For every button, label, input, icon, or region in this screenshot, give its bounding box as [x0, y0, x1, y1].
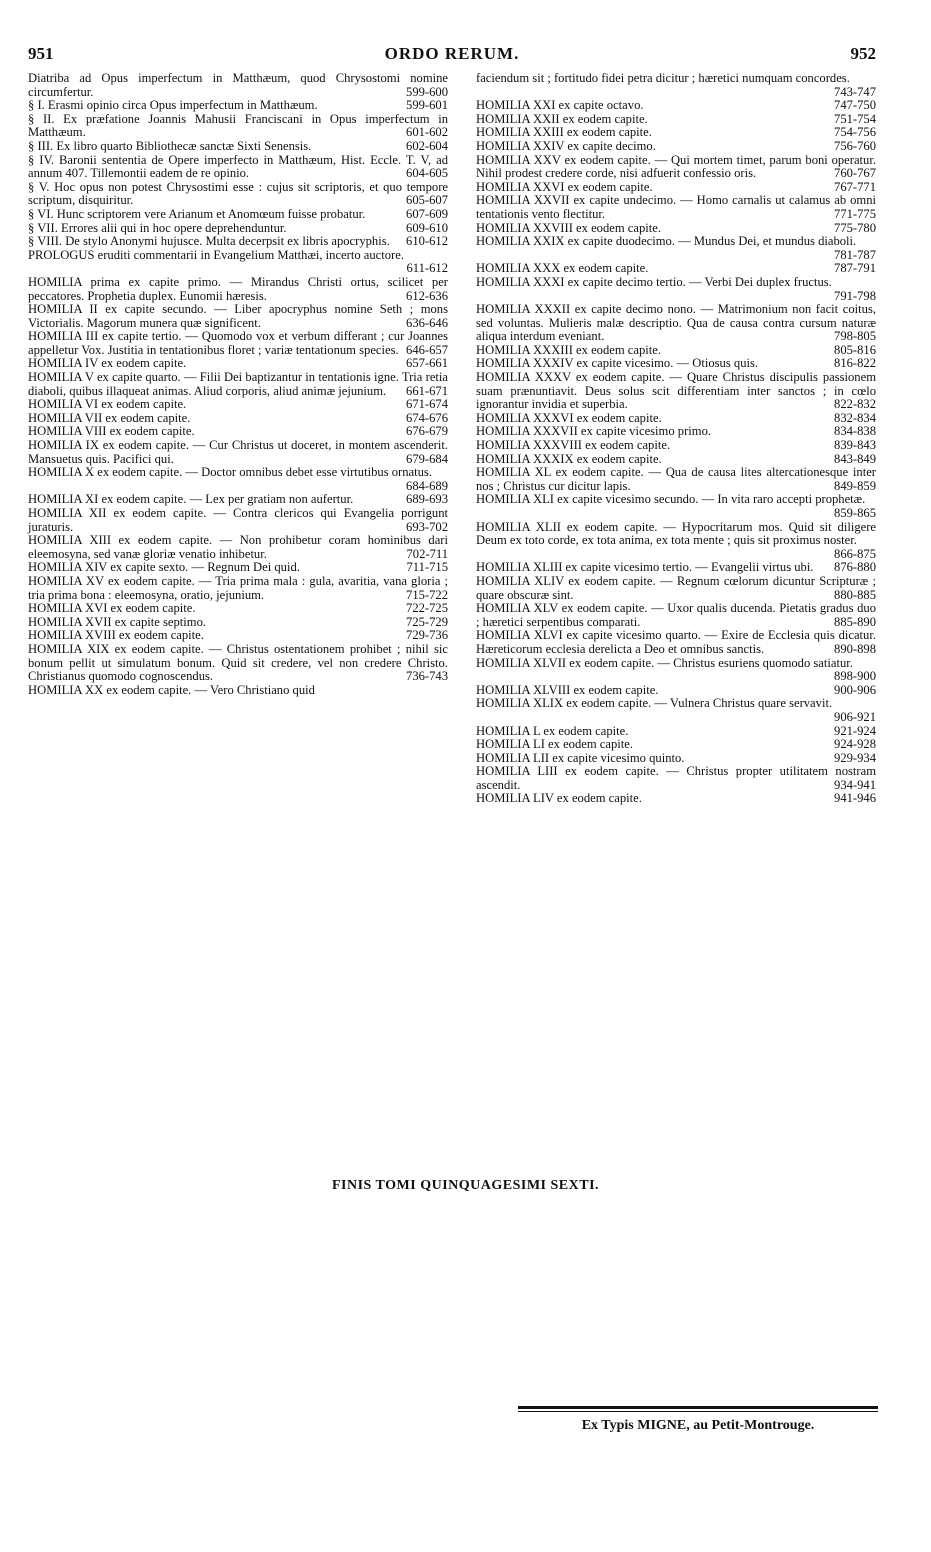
index-entry — [476, 371, 876, 412]
entry-pages: 921-924 — [834, 723, 876, 738]
index-entry — [476, 453, 876, 467]
index-entry — [28, 276, 448, 303]
entry-pages: 898-900 — [834, 669, 876, 684]
entry-text: HOMILIA XXXVIII ex eodem capite. — [476, 438, 671, 453]
index-entry — [28, 303, 448, 330]
entry-text: HOMILIA XXXIV ex capite vicesimo. — Otiosus quis. — [476, 356, 759, 371]
index-entry — [28, 534, 448, 561]
entry-pages: 760-767 — [834, 166, 876, 181]
entry-text: § VII. Errores alii qui in hoc opere deprehenduntur. — [28, 220, 287, 235]
left-column — [28, 72, 448, 697]
entry-text: HOMILIA IX ex eodem capite. — Cur Christus ut doceret, in montem ascenderit. Mansuetus quis. Pacifici qui. — [28, 438, 448, 466]
entry-text: HOMILIA XXVIII ex eodem capite. — [476, 220, 661, 235]
entry-text: HOMILIA XII ex eodem capite. — Contra clericos qui Evangelia porrigunt juraturis. — [28, 506, 448, 534]
index-entry — [476, 602, 876, 629]
entry-pages: 684-689 — [406, 478, 448, 493]
entry-text: HOMILIA XVI ex eodem capite. — [28, 601, 196, 616]
entry-pages: 791-798 — [834, 288, 876, 303]
entry-text: HOMILIA XXXII ex capite decimo nono. — Matrimonium non facit coitus, sed voluntas. Mulieris malæ descriptio. Qua de causa contra cursum naturæ aliqua interdum eveniant. — [476, 302, 876, 344]
index-entry — [476, 140, 876, 154]
entry-pages: 612-636 — [406, 288, 448, 303]
index-entry — [476, 521, 876, 562]
index-entry — [28, 249, 448, 276]
index-entry — [476, 222, 876, 236]
entry-pages: 679-684 — [406, 451, 448, 466]
entry-pages: 611-612 — [406, 261, 448, 276]
entry-pages: 657-661 — [406, 356, 448, 371]
entry-text: HOMILIA L ex eodem capite. — [476, 723, 629, 738]
entry-pages: 754-756 — [834, 125, 876, 140]
entry-pages: 941-946 — [834, 791, 876, 806]
entry-pages: 805-816 — [834, 342, 876, 357]
entry-text: HOMILIA V ex capite quarto. — Filii Dei baptizantur in tentationis igne. Tria retia diaboli, quibus illaqueat animas. Aliud corporis, aliud animæ jejunium. — [28, 370, 448, 398]
entry-pages: 929-934 — [834, 750, 876, 765]
index-entry — [476, 113, 876, 127]
entry-pages: 602-604 — [406, 138, 448, 153]
entry-pages: 798-805 — [834, 329, 876, 344]
entry-text: § IV. Baronii sententia de Opere imperfecto in Matthæum, Hist. Eccle. T. V, ad annum 407. Tillemontii eadem de re opinio. — [28, 152, 448, 181]
entry-text: HOMILIA XXI ex capite octavo. — [476, 98, 644, 113]
index-entry — [28, 113, 448, 140]
index-entry — [28, 507, 448, 534]
entry-text: HOMILIA XLVII ex eodem capite. — Christus esuriens quomodo satiatur. — [476, 655, 853, 670]
entry-pages: 729-736 — [406, 628, 448, 643]
entry-text: HOMILIA XXVI ex eodem capite. — [476, 179, 653, 194]
index-entry — [28, 643, 448, 684]
entry-pages: 816-822 — [834, 356, 876, 371]
page-header — [28, 44, 876, 68]
index-entry — [476, 303, 876, 344]
entry-pages: 702-711 — [406, 546, 448, 561]
index-entry — [28, 398, 448, 412]
entry-pages: 604-605 — [406, 166, 448, 181]
entry-pages: 676-679 — [406, 424, 448, 439]
index-entry — [28, 208, 448, 222]
index-entry — [28, 616, 448, 630]
entry-pages: 599-601 — [406, 98, 448, 113]
entry-text: HOMILIA XLVIII ex eodem capite. — [476, 682, 659, 697]
entry-pages: 876-880 — [834, 560, 876, 575]
imprint-rule — [518, 1406, 878, 1409]
entry-pages: 822-832 — [834, 397, 876, 412]
printer-imprint: Ex Typis MIGNE, au Petit-Montrouge. — [581, 1418, 815, 1433]
entry-pages: 771-775 — [834, 206, 876, 221]
entry-text: HOMILIA XLVI ex capite vicesimo quarto. — Exire de Ecclesia quis dicatur. Hæreticorum ecclesia derelicta a Deo et omnibus sanctis. — [476, 628, 876, 656]
index-entry — [476, 99, 876, 113]
index-entry — [476, 344, 876, 358]
index-entry — [476, 697, 876, 724]
index-entry — [28, 72, 448, 99]
entry-text: § III. Ex libro quarto Bibliothecæ sanctæ Sixti Senensis. — [28, 138, 312, 153]
entry-pages: 610-612 — [406, 234, 448, 249]
index-entry — [476, 181, 876, 195]
entry-pages: 674-676 — [406, 410, 448, 425]
entry-text: HOMILIA II ex capite secundo. — Liber apocryphus nomine Seth ; mons Victorialis. Magorum munera quæ significent. — [28, 302, 448, 330]
entry-pages: 671-674 — [406, 397, 448, 412]
entry-text: HOMILIA XLV ex eodem capite. — Uxor qualis ducenda. Pietatis gradus duo ; hæretici serpentibus comparati. — [476, 601, 876, 629]
imprint-rule-thin — [518, 1411, 878, 1412]
entry-text: HOMILIA XLIV ex eodem capite. — Regnum cœlorum dicuntur Scripturæ ; quare obscuræ sint. — [476, 573, 876, 602]
index-entry — [476, 194, 876, 221]
index-entry — [476, 575, 876, 602]
index-entry — [476, 738, 876, 752]
index-entry — [476, 72, 876, 99]
page-number-right: 952 — [850, 44, 876, 63]
entry-text: HOMILIA XLIX ex eodem capite. — Vulnera Christus quare servavit. — [476, 696, 833, 711]
index-entry — [476, 412, 876, 426]
entry-pages: 906-921 — [834, 709, 876, 724]
index-entry — [28, 412, 448, 426]
index-entry — [476, 493, 876, 520]
entry-text: HOMILIA XXII ex eodem capite. — [476, 111, 648, 126]
entry-pages: 866-875 — [834, 546, 876, 561]
entry-pages: 849-859 — [834, 478, 876, 493]
entry-text: HOMILIA LIV ex eodem capite. — [476, 791, 642, 806]
entry-text: HOMILIA VII ex eodem capite. — [28, 410, 191, 425]
entry-text: HOMILIA XLIII ex capite vicesimo tertio. — Evangelii virtus ubi. — [476, 560, 814, 575]
entry-text: HOMILIA XL ex eodem capite. — Qua de causa lites altercationesque inter nos ; Christus cur dicitur lapis. — [476, 465, 876, 493]
entry-pages: 885-890 — [834, 614, 876, 629]
entry-text: HOMILIA XXIX ex capite duodecimo. — Mundus Dei, et mundus diaboli. — [476, 234, 857, 249]
index-entry — [28, 181, 448, 208]
entry-pages: 605-607 — [406, 193, 448, 208]
entry-pages: 839-843 — [834, 438, 876, 453]
entry-pages: 607-609 — [406, 206, 448, 221]
right-column — [476, 72, 876, 806]
entry-text: HOMILIA XV ex eodem capite. — Tria prima mala : gula, avaritia, vana gloria ; tria prima bona : eleemosyna, oratio, jejunium. — [28, 573, 448, 602]
entry-pages: 609-610 — [406, 220, 448, 235]
entry-pages: 934-941 — [834, 777, 876, 792]
finis-line: FINIS TOMI QUINQUAGESIMI SEXTI. — [331, 1178, 600, 1193]
entry-text: PROLOGUS eruditi commentarii in Evangelium Matthæi, incerto auctore. — [28, 247, 404, 262]
entry-pages: 880-885 — [834, 587, 876, 602]
entry-pages: 736-743 — [406, 669, 448, 684]
index-entry — [28, 425, 448, 439]
index-entry — [476, 262, 876, 276]
entry-text: HOMILIA LIII ex eodem capite. — Christus propter utilitatem nostram ascendit. — [476, 764, 876, 792]
entry-pages: 900-906 — [834, 682, 876, 697]
index-entry — [476, 357, 876, 371]
entry-text: HOMILIA X ex eodem capite. — Doctor omnibus debet esse virtutibus ornatus. — [28, 465, 432, 480]
entry-text: HOMILIA VIII ex eodem capite. — [28, 424, 195, 439]
entry-pages: 832-834 — [834, 410, 876, 425]
entry-text: HOMILIA XXX ex eodem capite. — [476, 261, 649, 276]
entry-text: HOMILIA XIII ex eodem capite. — Non prohibetur coram hominibus dari eleemosyna, sed vanæ gloriæ venatio inhibetur. — [28, 533, 448, 561]
entry-text: faciendum sit ; fortitudo fidei petra dicitur ; hæretici numquam concordes. — [476, 71, 850, 85]
index-entry — [28, 466, 448, 493]
index-entry — [28, 629, 448, 643]
entry-text: HOMILIA III ex capite tertio. — Quomodo vox et verbum differant ; cur Joannes appelletur Vox. Justitia in tentationibus floret ; variæ tentationum species. — [28, 329, 448, 357]
index-entry — [28, 684, 448, 698]
entry-pages: 747-750 — [834, 98, 876, 113]
entry-pages: 767-771 — [834, 179, 876, 194]
entry-text: HOMILIA XLII ex eodem capite. — Hypocritarum mos. Quid sit diligere Deum ex toto corde, ex tota anima, ex tota mente ; quis sit proximus noster. — [476, 519, 876, 548]
index-entry — [476, 276, 876, 303]
entry-text: HOMILIA XXIV ex capite decimo. — [476, 138, 656, 153]
index-entry — [476, 765, 876, 792]
entry-text: HOMILIA LII ex capite vicesimo quinto. — [476, 750, 685, 765]
entry-text: HOMILIA XXXVII ex capite vicesimo primo. — [476, 424, 712, 439]
index-entry — [476, 154, 876, 181]
entry-text: HOMILIA XXXIII ex eodem capite. — [476, 342, 661, 357]
index-entry — [476, 425, 876, 439]
entry-pages: 693-702 — [406, 519, 448, 534]
entry-text: § VIII. De stylo Anonymi hujusce. Multa decerpsit ex libris apocryphis. — [28, 234, 390, 249]
entry-pages: 843-849 — [834, 451, 876, 466]
index-entry — [476, 466, 876, 493]
entry-text: HOMILIA prima ex capite primo. — Mirandus Christi ortus, scilicet per peccatores. Prophetia duplex. Eunomii hæresis. — [28, 274, 448, 303]
entry-pages: 775-780 — [834, 220, 876, 235]
entry-pages: 924-928 — [834, 737, 876, 752]
entry-pages: 725-729 — [406, 614, 448, 629]
index-entry — [476, 792, 876, 806]
entry-pages: 636-646 — [406, 315, 448, 330]
index-entry — [476, 126, 876, 140]
index-entry — [28, 235, 448, 249]
entry-text: HOMILIA XIV ex capite sexto. — Regnum Dei quid. — [28, 560, 300, 575]
index-entry — [28, 575, 448, 602]
entry-text: HOMILIA XXXIX ex eodem capite. — [476, 451, 662, 466]
entry-pages: 646-657 — [406, 342, 448, 357]
index-entry — [476, 439, 876, 453]
running-title: ORDO RERUM. — [384, 44, 520, 63]
entry-pages: 711-715 — [406, 560, 448, 575]
entry-pages: 756-760 — [834, 138, 876, 153]
index-entry — [476, 684, 876, 698]
entry-pages: 859-865 — [834, 506, 876, 520]
entry-text: HOMILIA IV ex eodem capite. — [28, 356, 187, 371]
entry-text: HOMILIA XVII ex capite septimo. — [28, 614, 207, 629]
index-entry — [476, 725, 876, 739]
entry-text: HOMILIA VI ex eodem capite. — [28, 397, 187, 412]
entry-text: HOMILIA XXXI ex capite decimo tertio. — Verbi Dei duplex fructus. — [476, 274, 832, 289]
entry-text: § VI. Hunc scriptorem vere Arianum et Anomœum fuisse probatur. — [28, 206, 366, 221]
index-entry — [476, 629, 876, 656]
index-entry — [476, 561, 876, 575]
index-entry — [28, 222, 448, 236]
entry-pages: 743-747 — [834, 84, 876, 99]
index-entry — [28, 154, 448, 181]
entry-pages: 689-693 — [406, 492, 448, 507]
entry-text: HOMILIA XXXV ex eodem capite. — Quare Christus discipulis passionem suam prænuntiavit. Deus solus scit differentiam inter sanctos ; in cœlo ignorantur invidia et superbia. — [476, 370, 876, 412]
entry-pages: 715-722 — [406, 587, 448, 602]
entry-text: HOMILIA XXXVI ex eodem capite. — [476, 410, 662, 425]
index-entry — [28, 99, 448, 113]
entry-text: § I. Erasmi opinio circa Opus imperfectum in Matthæum. — [28, 98, 318, 113]
entry-text: HOMILIA LI ex eodem capite. — [476, 737, 634, 752]
index-entry — [28, 357, 448, 371]
entry-pages: 787-791 — [834, 261, 876, 276]
entry-text: HOMILIA XI ex eodem capite. — Lex per gratiam non aufertur. — [28, 492, 354, 507]
index-entry — [28, 330, 448, 357]
entry-text: HOMILIA XXV ex eodem capite. — Qui mortem timet, parum boni operatur. Nihil prodest credere corde, nisi adfuerit confessio oris. — [476, 152, 876, 181]
index-entry — [476, 752, 876, 766]
page-number-left: 951 — [28, 44, 54, 63]
index-entry — [28, 561, 448, 575]
entry-text: HOMILIA XXVII ex capite undecimo. — Homo carnalis ut calamus ab omni tentationis vento flectitur. — [476, 193, 876, 221]
entry-text: HOMILIA XXIII ex eodem capite. — [476, 125, 652, 140]
entry-pages: 751-754 — [834, 111, 876, 126]
entry-text: HOMILIA XLI ex capite vicesimo secundo. — In vita raro accepti prophetæ. — [476, 492, 866, 507]
entry-pages: 834-838 — [834, 424, 876, 439]
entry-text: HOMILIA XVIII ex eodem capite. — [28, 628, 204, 643]
entry-text: § II. Ex præfatione Joannis Mahusii Franciscani in Opus imperfectum in Matthæum. — [28, 111, 448, 140]
entry-text: § V. Hoc opus non potest Chrysostimi esse : cujus sit scriptoris, et quo tempore scriptum, disquiritur. — [28, 179, 448, 208]
entry-pages: 722-725 — [406, 601, 448, 616]
entry-pages: 599-600 — [406, 84, 448, 99]
entry-text: HOMILIA XX ex eodem capite. — Vero Christiano quid — [28, 682, 315, 697]
entry-text: Diatriba ad Opus imperfectum in Matthæum, quod Chrysostomi nomine circumfertur. — [28, 71, 448, 99]
index-entry — [476, 657, 876, 684]
index-entry — [28, 371, 448, 398]
index-entry — [28, 439, 448, 466]
index-entry — [28, 602, 448, 616]
entry-pages: 781-787 — [834, 247, 876, 262]
entry-pages: 890-898 — [834, 641, 876, 656]
index-entry — [476, 235, 876, 262]
entry-text: HOMILIA XIX ex eodem capite. — Christus ostentationem prohibet ; nihil sic bonum pellit ut simulatum bonum. Quid sit credere, vel non credere Christo. Christianus quomodo cognoscendus. — [28, 641, 448, 684]
entry-pages: 661-671 — [406, 383, 448, 398]
entry-pages: 601-602 — [406, 125, 448, 140]
index-entry — [28, 140, 448, 154]
index-entry — [28, 493, 448, 507]
